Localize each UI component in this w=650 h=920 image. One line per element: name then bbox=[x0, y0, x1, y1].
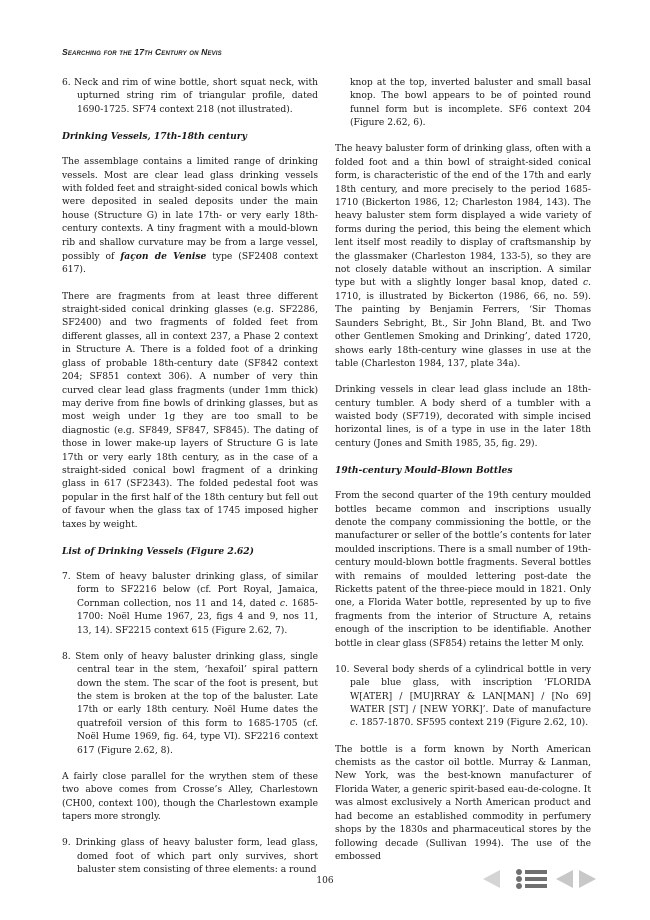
list-item-8: 8. Stem only of heavy baluster drinking glass, single central tear in the stem, ‘hexafoil’ spiral pattern down the stem. The scar of the foot is present, but the stem is broken at the top of the baluster. Late 17th or early 18th century. Noël Hume dates the quatrefoil version of this form to 1685-1705 (cf. Noël Hume 1969, fig. 64, type VI). SF2216 context 617 (Figure 2.62, 8). bbox=[62, 651, 318, 756]
paragraph-tumbler: Drinking vessels in clear lead glass include an 18th-century tumbler. A body sherd of a tumbler with a waisted body (SF719), decorated with simple incised horizontal lines, is of a type in use in the later 18th century (Jones and Smith 1985, 35, fig. 29). bbox=[335, 385, 591, 449]
list-item-10: 10. Several body sherds of a cylindrical bottle in very pale blue glass, with inscription ‘FLORIDA W[ATER] / [MU]RRAY & LAN[MAN] / [No 69] WATER [ST] / [NEW YORK]’. Date of manufacture c. 1857-1870. SF595 context 219 (Figure 2.62, 10). bbox=[335, 664, 591, 729]
list-item-9: 9. Drinking glass of heavy baluster form, lead glass, domed foot of which part only survives, short baluster stem consisting of three elements: a round bbox=[62, 838, 318, 876]
list-menu-icon[interactable] bbox=[515, 868, 549, 890]
italic-term: façon de Venise bbox=[120, 251, 207, 263]
running-header bbox=[62, 47, 222, 57]
heading-list-drinking-vessels: List of Drinking Vessels (Figure 2.62) bbox=[62, 545, 254, 557]
paragraph-fragments: There are fragments from at least three different straight-sided conical drinking glasses (e.g. SF2286, SF2400) and two fragments of folded feet from different glasses, all in context 237, a Phase 2 context in Structure A. There is a folded foot of a drinking glass of probable 18th-century date (SF842 context 204; SF851 context 306). A number of very thin curved clear lead glass fragments (under 1mm thick) may derive from fine bowls of drinking glasses, but as most weigh under 1g they are too small to be diagnostic (e.g. SF849, SF847, SF845). The dating of those in lower make-up layers of Structure G is late 17th or very early 18th century, as in the case of a straight-sided conical bowl fragment of a drinking glass in 617 (SF2343). The folded pedestal foot was popular in the first half of the 18th century but fell out of favour when the glass tax of 1745 imposed higher taxes by weight. bbox=[62, 291, 318, 530]
page-number: 106 bbox=[316, 876, 334, 886]
triangle-left-icon[interactable] bbox=[481, 868, 501, 890]
paragraph-assemblage: The assemblage contains a limited range of drinking vessels. Most are clear lead glass drinking vessels with folded feet and straight-sided conical bowls which were deposited in sealed deposits under the main house (Structure G) in late 17th- or very early 18th-century contexts. A tiny fragment with a mould-blown rib and shallow curvature may be from a large vessel, possibly of façon de Venise type (SF2408 context 617). bbox=[62, 157, 318, 276]
heading-mould-blown-bottles: 19th-century Mould-Blown Bottles bbox=[335, 464, 513, 476]
paragraph-moulded-bottles: From the second quarter of the 19th century moulded bottles became common and inscriptions usually denote the company commissioning the bottle, or the manufacturer or seller of the bottle’s contents for later moulded inscriptions. There is a small number of 19th-century mould-blown bottle fragments. Several bottles with remains of moulded lettering post-date the Ricketts patent of the three-piece mould in 1821. Only one, a Florida Water bottle, represented by up to five fragments from the interior of Structure A, retains enough of the inscription to be identifiable. Another bottle in clear glass (SF854) retains the letter M only. bbox=[335, 491, 591, 649]
list-item-7: 7. Stem of heavy baluster drinking glass, of similar form to SF2216 below (cf. Port Royal, Jamaica, Cornman collection, nos 11 and 14, dated c. 1685-1700: Noël Hume 1967, 23, figs 4 and 9, nos 11, 13, 14). SF2215 context 615 (Figure 2.62, 7). bbox=[62, 571, 318, 636]
list-item-9-continued: knop at the top, inverted baluster and small basal knop. The bowl appears to be of pointed round funnel form but is incomplete. SF6 context 204 (Figure 2.62, 6). bbox=[350, 78, 591, 129]
left-column bbox=[62, 77, 318, 890]
page-navigation bbox=[481, 868, 599, 890]
paragraph-castor-oil: The bottle is a form known by North American chemists as the castor oil bottle. Murray & Lanman, New York, was the best-known manufacturer of Florida Water, a generic spirit-based eau-de-cologne. It was almost exclusively a North American product and had become an established commodity in perfumery shops by the 1830s and pharmaceutical stores by the following decade (Sullivan 1994). The use of the embossed bbox=[335, 744, 591, 862]
right-column bbox=[335, 77, 591, 877]
triangle-right-icon[interactable] bbox=[577, 868, 599, 890]
back-triangle-left-icon[interactable] bbox=[553, 868, 575, 890]
paragraph-heavy-baluster: The heavy baluster form of drinking glass, often with a folded foot and a thin bowl of straight-sided conical form, is characteristic of the end of the 17th and early 18th century, and more precisely to the period 1685-1710 (Bickerton 1986, 12; Charleston 1984, 143). The heavy baluster stem form displayed a wide variety of forms during the period, this being the element which lent itself most readily to display of craftsmanship by the glassmaker (Charleston 1984, 133-5), so they are not closely datable without an inscription. A similar type but with a slightly longer basal knop, dated c. 1710, is illustrated by Bickerton (1986, 66, no. 59). The painting by Benjamin Ferrers, ‘Sir Thomas Saunders Sebright, Bt., Sir John Bland, Bt. and Two other Gentlemen Smoking and Drinking’, dated 1720, shows early 18th-century wine glasses in use at the table (Charleston 1984, 137, plate 34a). bbox=[335, 144, 591, 369]
running-title: Searching for the 17th Century on Nevis bbox=[62, 47, 222, 57]
list-item-6: 6. Neck and rim of wine bottle, short squat neck, with upturned string rim of triangular profile, dated 1690-1725. SF74 context 218 (not illustrated). bbox=[62, 78, 318, 115]
heading-drinking-vessels: Drinking Vessels, 17th-18th century bbox=[62, 131, 247, 143]
paragraph-parallel: A fairly close parallel for the wrythen stem of these two above comes from Crosse’s Alley, Charlestown (CH00, context 100), though the Charlestown example tapers more strongly. bbox=[62, 771, 318, 823]
